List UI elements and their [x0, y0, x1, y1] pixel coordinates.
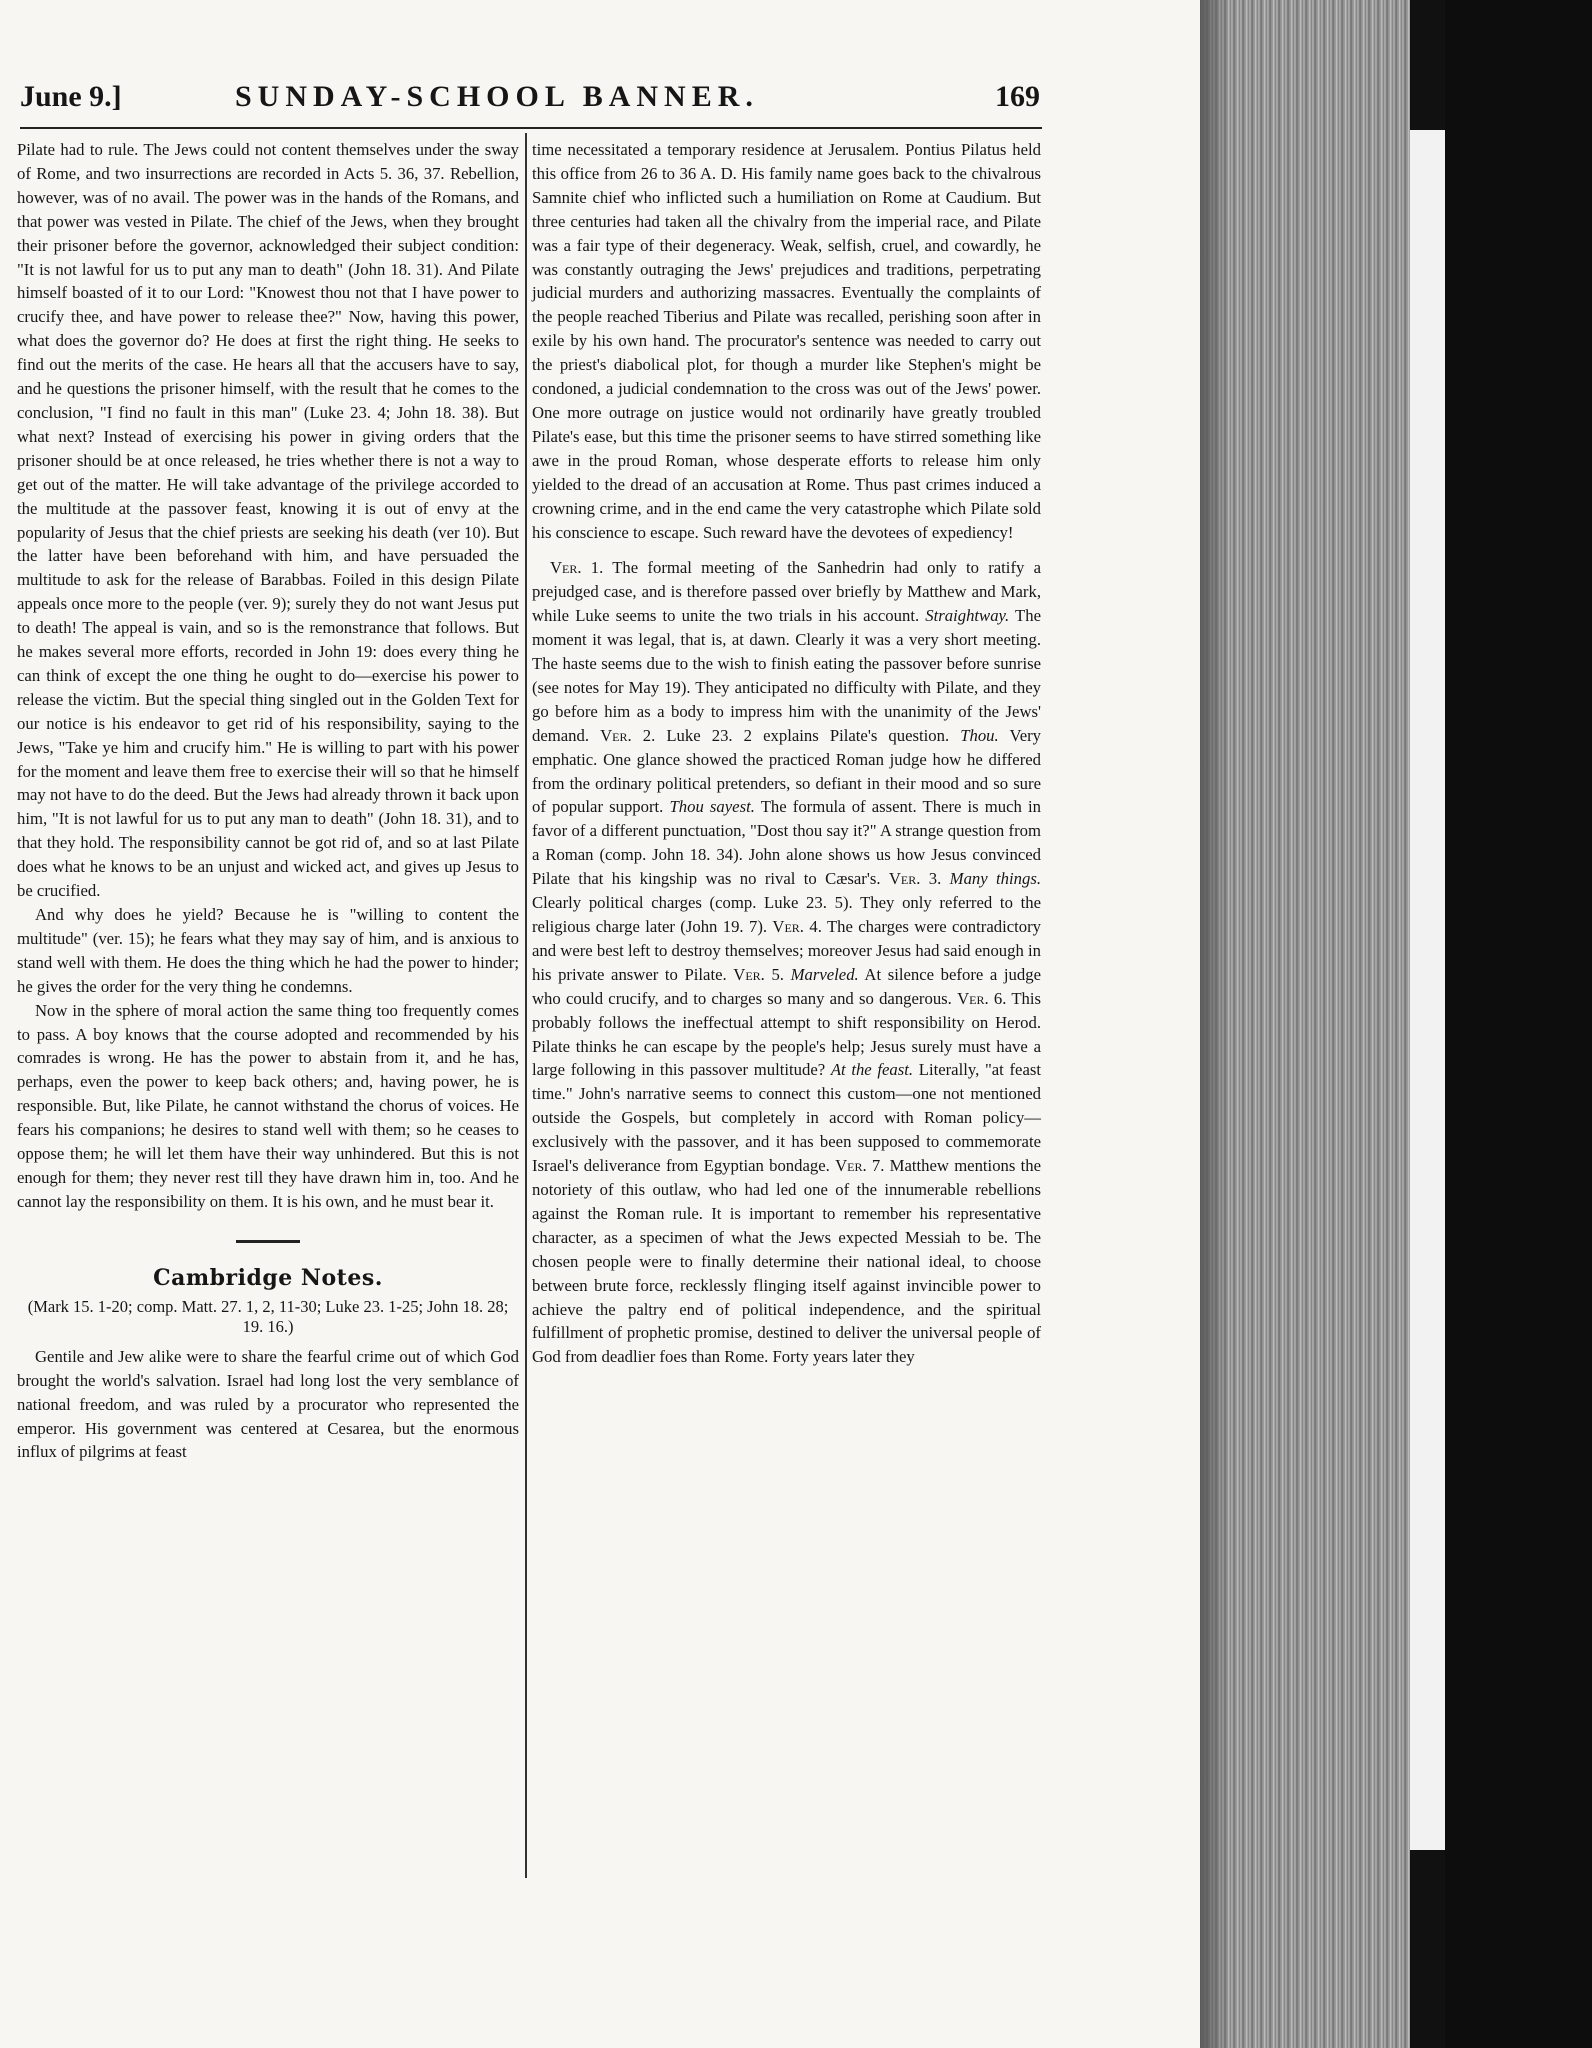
note-keyword: Straightway.	[925, 606, 1010, 626]
note-keyword: Many things.	[949, 869, 1042, 889]
note-text: The charges were contradictory and were best left to destroy themselves; moreover Jesus had said enough in his private answer to Pilate.	[532, 917, 1042, 984]
section-heading: Cambridge Notes.	[153, 1264, 383, 1291]
note-keyword: Thou sayest.	[669, 797, 755, 817]
paragraph: Now in the sphere of moral action the same thing too frequently comes to pass. A boy knows that the course adopted and recommended by his comrades is wrong. He has the power to abstain from it, and he has, perhaps, even the power to keep back others; and, having power, he is responsible. But, like Pilate, he cannot withstand the chorus of voices. He fears his companions; he desires to stand well with them; so he ceases to oppose them; he will let them have their way unhindered. But this is not enough for them; they never rest till they have drawn him in, too. And he cannot lay the responsibility on them. It is his own, and he must bear it.	[17, 1000, 519, 1211]
note-text: Luke 23. 2 explains Pilate's question.	[655, 725, 961, 745]
paragraph: time necessitated a temporary residence at Jerusalem. Pontius Pilatus held this office from 26 to 36 A. D. His family name goes back to the chivalrous Samnite chief who inflicted such a humiliation on Rome at Caudium. But three centuries had taken all the chivalry from the imperial race, and Pilate was a fair type of their degeneracy. Weak, selfish, cruel, and cowardly, he was constantly outraging the Jews' prejudices and traditions, perpetrating judicial murders and authorizing massacres. Eventually the complaints of the people reached Tiberius and Pilate was recalled, perishing soon after in exile by his own hand. The procurator's sentence was needed to carry out the priest's diabolical plot, for though a murder like Stephen's might be condoned, a judicial condemnation to the cross was out of the Jews' power. One more outrage on justice would not ordinarily have greatly troubled Pilate's ease, but this time the prisoner seems to have stirred something like awe in the proud Roman, whose desperate efforts to release him only yielded to the dread of an accusation at Rome. Thus past crimes induced a crowning crime, and in the end came the very catastrophe which Pilate sold his conscience to escape. Such reward have the devotees of expediency!	[532, 140, 1041, 542]
verse-label: Ver. 1.	[550, 558, 604, 578]
note-text: The formula of assent. There is much in favor of a different punctuation, "Dost thou say it?" A strange question from a Roman (comp. John 18. 34). John alone shows us how Jesus convinced Pilate that his kingship was no rival to Cæsar's.	[532, 797, 1041, 889]
note-text: This probably follows the ineffectual attempt to shift responsibility on Herod. Pilate thinks he can escape by the people's help; Jesus surely must have a large following in this passover multitude?	[532, 988, 1041, 1080]
right-column	[532, 138, 1041, 1369]
header-rule	[20, 127, 1042, 129]
note-text: Very emphatic. One glance showed the practiced Roman judge how he differed from the ordinary political pretenders, so defiant in their mood and so sure of popular support.	[532, 725, 1041, 817]
note-keyword: Marveled.	[790, 964, 859, 984]
header-title: SUNDAY-SCHOOL BANNER.	[235, 80, 759, 113]
back-cover-strip	[1410, 130, 1445, 1850]
note-keyword: Thou.	[960, 725, 999, 745]
column-divider	[525, 133, 527, 1878]
header-date: June 9.]	[20, 80, 122, 113]
paragraph: And why does he yield? Because he is "willing to content the multitude" (ver. 15); he fears what they may say of him, and is anxious to stand well with them. He does the thing which he had the power to hinder; he gives the order for the very thing he condemns.	[17, 905, 519, 996]
verse-label: Ver. 2.	[600, 725, 656, 745]
note-keyword: At the feast.	[830, 1060, 914, 1080]
note-text: Clearly political charges (comp. Luke 23. 5). They only referred to the religious charge later (John 19. 7).	[532, 893, 1041, 936]
note-text: Matthew mentions the notoriety of this outlaw, who had led one of the innumerable rebellions against the Roman rule. It is important to remember his representative character, as a specimen of what the Jews expected Messiah to be. The chosen people were to finally determine their national ideal, to choose between brute force, recklessly flinging itself against invincible power to achieve the paltry end of political independence, and the spiritual fulfillment of prophetic promise, destined to deliver the universal people of God from deadlier foes than Rome. Forty years later they	[532, 1156, 1042, 1367]
page-number: 169	[995, 80, 1040, 113]
verse-label: Ver. 4.	[772, 917, 822, 936]
page-edge-shadow	[1200, 0, 1230, 2048]
verse-label: Ver. 7.	[835, 1156, 885, 1176]
page-header	[20, 80, 1040, 126]
paragraph: Pilate had to rule. The Jews could not content themselves under the sway of Rome, and two insurrections are recorded in Acts 5. 36, 37. Rebellion, however, was of no avail. The power was in the hands of the Romans, and that power was vested in Pilate. The chief of the Jews, when they brought their prisoner before the governor, acknowledged their subject condition: "It is not lawful for us to put any man to death" (John 18. 31). And Pilate himself boasted of it to our Lord: "Knowest thou not that I have power to crucify thee, and have power to release thee?" Now, having this power, what does the governor do? He does at first the right thing. He seeks to find out the merits of the case. He hears all that the accusers have to say, and he questions the prisoner himself, with the result that he comes to the conclusion, "I find no fault in this man" (Luke 23. 4; John 18. 38). But what next? Instead of exercising his power in giving orders that the prisoner should be at once released, he tries whether there is not a way to get out of the matter. He will take advantage of the privilege accorded to the multitude at the passover feast, knowing it is out of envy at the popularity of Jesus that the chief priests are seeking his death (ver 10). But the latter have been beforehand with him, and have persuaded the multitude to ask for the release of Barabbas. Foiled in this design Pilate appeals once more to the people (ver. 9); surely they do not want Jesus put to death! The appeal is vain, and so is the remonstrance that follows. But he makes several more efforts, recorded in John 19: does every thing he can think of except the one thing he ought to do—exercise his power to release the victim. But the special thing singled out in the Golden Text for our notice is his endeavor to get rid of his responsibility, saying to the Jews, "Take ye him and crucify him." He is willing to part with his power for the moment and leave them free to exercise their will so that he himself may not have to do the deed. But the Jews had already thrown it back upon him, "It is not lawful for us to put any man to death" (John 18. 31), and to that they hold. The responsibility cannot be got rid of, and so at last Pilate does what he knows to be an unjust and wicked act, and gives up Jesus to be crucified.	[17, 140, 519, 901]
page-edges	[1200, 0, 1410, 2048]
background-top	[1410, 0, 1445, 130]
note-text: Literally, "at feast time." John's narrative seems to connect this custom—one not mentioned outside the Gospels, but completely in accord with Roman policy—exclusively with the passover, and it has been supposed to commemorate Israel's deliverance from Egyptian bondage.	[532, 1060, 1041, 1176]
verse-label: Ver. 3.	[888, 869, 942, 889]
verse-label: Ver. 6.	[957, 988, 1007, 1008]
left-column	[17, 138, 519, 1464]
background-surface	[1445, 0, 1592, 2048]
scripture-references: (Mark 15. 1-20; comp. Matt. 27. 1, 2, 11-30; Luke 23. 1-25; John 18. 28; 19. 16.)	[27, 1296, 509, 1336]
paragraph: Gentile and Jew alike were to share the fearful crime out of which God brought the world's salvation. Israel had long lost the very semblance of national freedom, and was ruled by a procurator who represented the emperor. His government was centered at Cesarea, but the enormous influx of pilgrims at feast	[17, 1346, 519, 1462]
verse-notes	[532, 556, 1041, 1369]
note-text: The formal meeting of the Sanhedrin had only to ratify a prejudged case, and is therefore passed over briefly by Matthew and Mark, while Luke seems to unite the two trials in his account.	[532, 558, 1041, 626]
note-text: The moment it was legal, that is, at dawn. Clearly it was a very short meeting. The haste seems due to the wish to finish eating the passover before sunrise (see notes for May 19). They anticipated no difficulty with Pilate, and they go before him as a body to impress him with the unanimity of the Jews' demand.	[532, 606, 1041, 745]
section-divider	[236, 1240, 300, 1243]
background-bottom	[1410, 1850, 1445, 2048]
verse-label: Ver. 5.	[733, 964, 784, 984]
note-text: At silence before a judge who could crucify, and to charges so many and so dangerous.	[532, 964, 1041, 1008]
